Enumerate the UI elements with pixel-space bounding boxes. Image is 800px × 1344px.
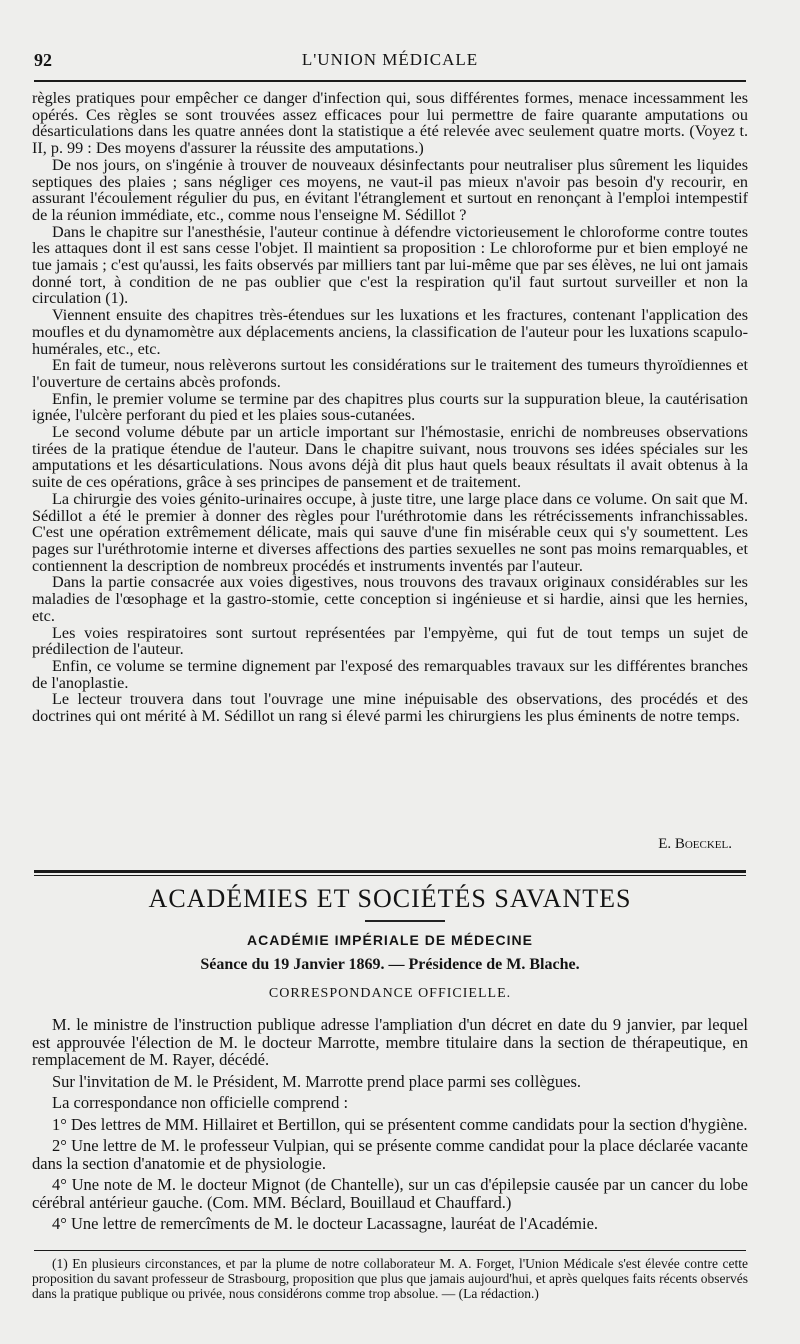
page-header <box>34 46 746 76</box>
report-paragraph: 4° Une note de M. le docteur Mignot (de Chantelle), sur un cas d'épilepsie causée par un cancer du lobe cérébral antérieur gauche. (Com. MM. Béclard, Bouillaud et Chauffard.) <box>32 1175 748 1212</box>
report-paragraph: 2° Une lettre de M. le professeur Vulpian, qui se présente comme candidat pour la place déclarée vacante dans la section d'anatomie et de physiologie. <box>32 1136 748 1173</box>
review-paragraph: De nos jours, on s'ingénie à trouver de nouveaux désinfectants pour neutraliser plus sûrement les liquides septiques des plaies ; sans négliger ces moyens, ne vaut-il pas mieux n'avoir pas besoin d'y recourir, en assurant l'écoulement régulier du pus, en évitant l'étranglement et surtout en renonçant à l'emploi intempestif de la réunion immédiate, etc., comme nous l'enseigne M. Sédillot ? <box>32 155 748 224</box>
report-paragraph: La correspondance non officielle comprend : <box>52 1093 349 1112</box>
review-paragraph: Enfin, ce volume se termine dignement par l'exposé des remarquables travaux sur les différentes branches de l'anoplastie. <box>32 656 748 692</box>
footnote-text: (1) En plusieurs circonstances, et par la plume de notre collaborateur M. A. Forget, l'Union Médicale s'est élevée contre cette proposition du savant professeur de Strasbourg, proposition que plus que jamais aujourd'hui, et après quelques faits récents observés dans la pratique publique ou privée, nous considérons comme trop absolue. — (La rédaction.) <box>32 1256 748 1301</box>
session-heading: Séance du 19 Janvier 1869. — Présidence de M. Blache. <box>200 956 580 973</box>
review-paragraph: La chirurgie des voies génito-urinaires occupe, à juste titre, une large place dans ce volume. On sait que M. Sédillot a été le premier à donner des règles pour l'uréthrotomie dans les rétrécissements infranchissables. C'est une opération extrêmement délicate, mais qui sauve d'une fin misérable ceux qui s'y soumettent. Les pages sur l'uréthrotomie interne et diverses affections des parties sexuelles ne sont pas moins remarquables, et contiennent la description de nombreux procédés et instruments inventés par l'auteur. <box>32 489 748 575</box>
review-paragraph: Les voies respiratoires sont surtout représentées par l'empyème, qui fut de tout temps un sujet de prédilection de l'auteur. <box>32 623 748 659</box>
section-rule-thin <box>34 875 746 876</box>
review-paragraph: Le lecteur trouvera dans tout l'ouvrage une mine inépuisable des observations, des procédés et des doctrines qui ont mérité à M. Sédillot un rang si élevé parmi les chirurgiens les plus éminents de notre temps. <box>32 690 748 726</box>
section-rule-top <box>34 870 746 873</box>
report-paragraph: 4° Une lettre de remercîments de M. le docteur Lacassagne, lauréat de l'Académie. <box>52 1214 599 1233</box>
report-paragraph: Sur l'invitation de M. le Président, M. Marrotte prend place parmi ses collègues. <box>52 1071 582 1091</box>
review-paragraph: En fait de tumeur, nous relèverons surtout les considérations sur le traitement des tumeurs thyroïdiennes et l'ouverture de certains abcès profonds. <box>32 356 748 391</box>
footnote <box>32 1256 748 1301</box>
review-paragraph: règles pratiques pour empêcher ce danger d'infection qui, sous différentes formes, menace incessamment les opérés. Ces règles se sont trouvées assez efficaces pour lui permettre de faire quarante amputations ou désarticulations dans les quatre années dont la statistique a été relevée avec seulement quatre morts. (Voyez t. II, p. 99 : Des moyens d'assurer la réussite des amputations.) <box>32 89 748 158</box>
correspondence-heading: CORRESPONDANCE OFFICIELLE. <box>268 986 512 1001</box>
page-number: 92 <box>34 50 52 70</box>
header-rule <box>34 80 746 82</box>
report-paragraph: M. le ministre de l'instruction publique adresse l'ampliation d'un décret en date du 9 janvier, par lequel est approuvée l'élection de M. le docteur Marrotte, membre titulaire dans la section de thérapeutique, en remplacement de M. Rayer, décédé. <box>32 1015 748 1069</box>
review-paragraph: Dans la partie consacrée aux voies digestives, nous trouvons des travaux originaux considérables sur les maladies de l'œsophage et la gastro-stomie, cette conception si ingénieuse et si hardie, ainsi que les hernies, etc. <box>32 573 748 625</box>
review-paragraph: Dans le chapitre sur l'anesthésie, l'auteur continue à défendre victorieusement le chloroforme contre toutes les attaques dont il est sans cesse l'objet. Il maintient sa proposition : Le chloroforme pur et bien employé ne tue jamais ; c'est qu'aussi, les faits observés par milliers tant par lui-même que par ses élèves, ne lui ont jamais donné tort, à condition de ne pas oublier que c'est la respiration qu'il faut surtout surveiller et non la circulation (1). <box>32 222 748 308</box>
session-report <box>32 1016 748 1237</box>
review-paragraph: Enfin, le premier volume se termine par des chapitres plus courts sur la suppuration bleue, la cautérisation ignée, l'ulcère perforant du pied et les plaies sous-cutanées. <box>32 389 748 425</box>
review-paragraph: Viennent ensuite des chapitres très-étendues sur les luxations et les fractures, contenant l'application des moufles et du dynamomètre aux déplacements anciens, la classification de l'auteur pour les luxations scapulo-humérales, etc., etc. <box>32 306 748 358</box>
review-paragraph: Le second volume débute par un article important sur l'hémostasie, enrichi de nombreuses observations tirées de la pratique étendue de l'auteur. Dans le chapitre suivant, nous trouvons ses idées spéciales sur les amputations et les désarticulations. Nous avons déjà dit plus haut quels beaux résultats il avait obtenus à la suite de ces opérations, grâce à ses principes de pansement et de traitement. <box>32 423 748 492</box>
report-paragraph: 1° Des lettres de MM. Hillairet et Bertillon, qui se présentent comme candidats pour la section d'hygiène. <box>52 1114 748 1134</box>
book-review <box>32 90 748 725</box>
academy-heading: ACADÉMIE IMPÉRIALE DE MÉDECINE <box>247 932 533 948</box>
footnote-rule <box>34 1250 746 1251</box>
title-underline <box>365 920 445 922</box>
section-title: ACADÉMIES ET SOCIÉTÉS SAVANTES <box>148 884 632 913</box>
review-signature: E. Boeckel. <box>658 836 732 852</box>
running-title: L'UNION MÉDICALE <box>301 50 479 69</box>
